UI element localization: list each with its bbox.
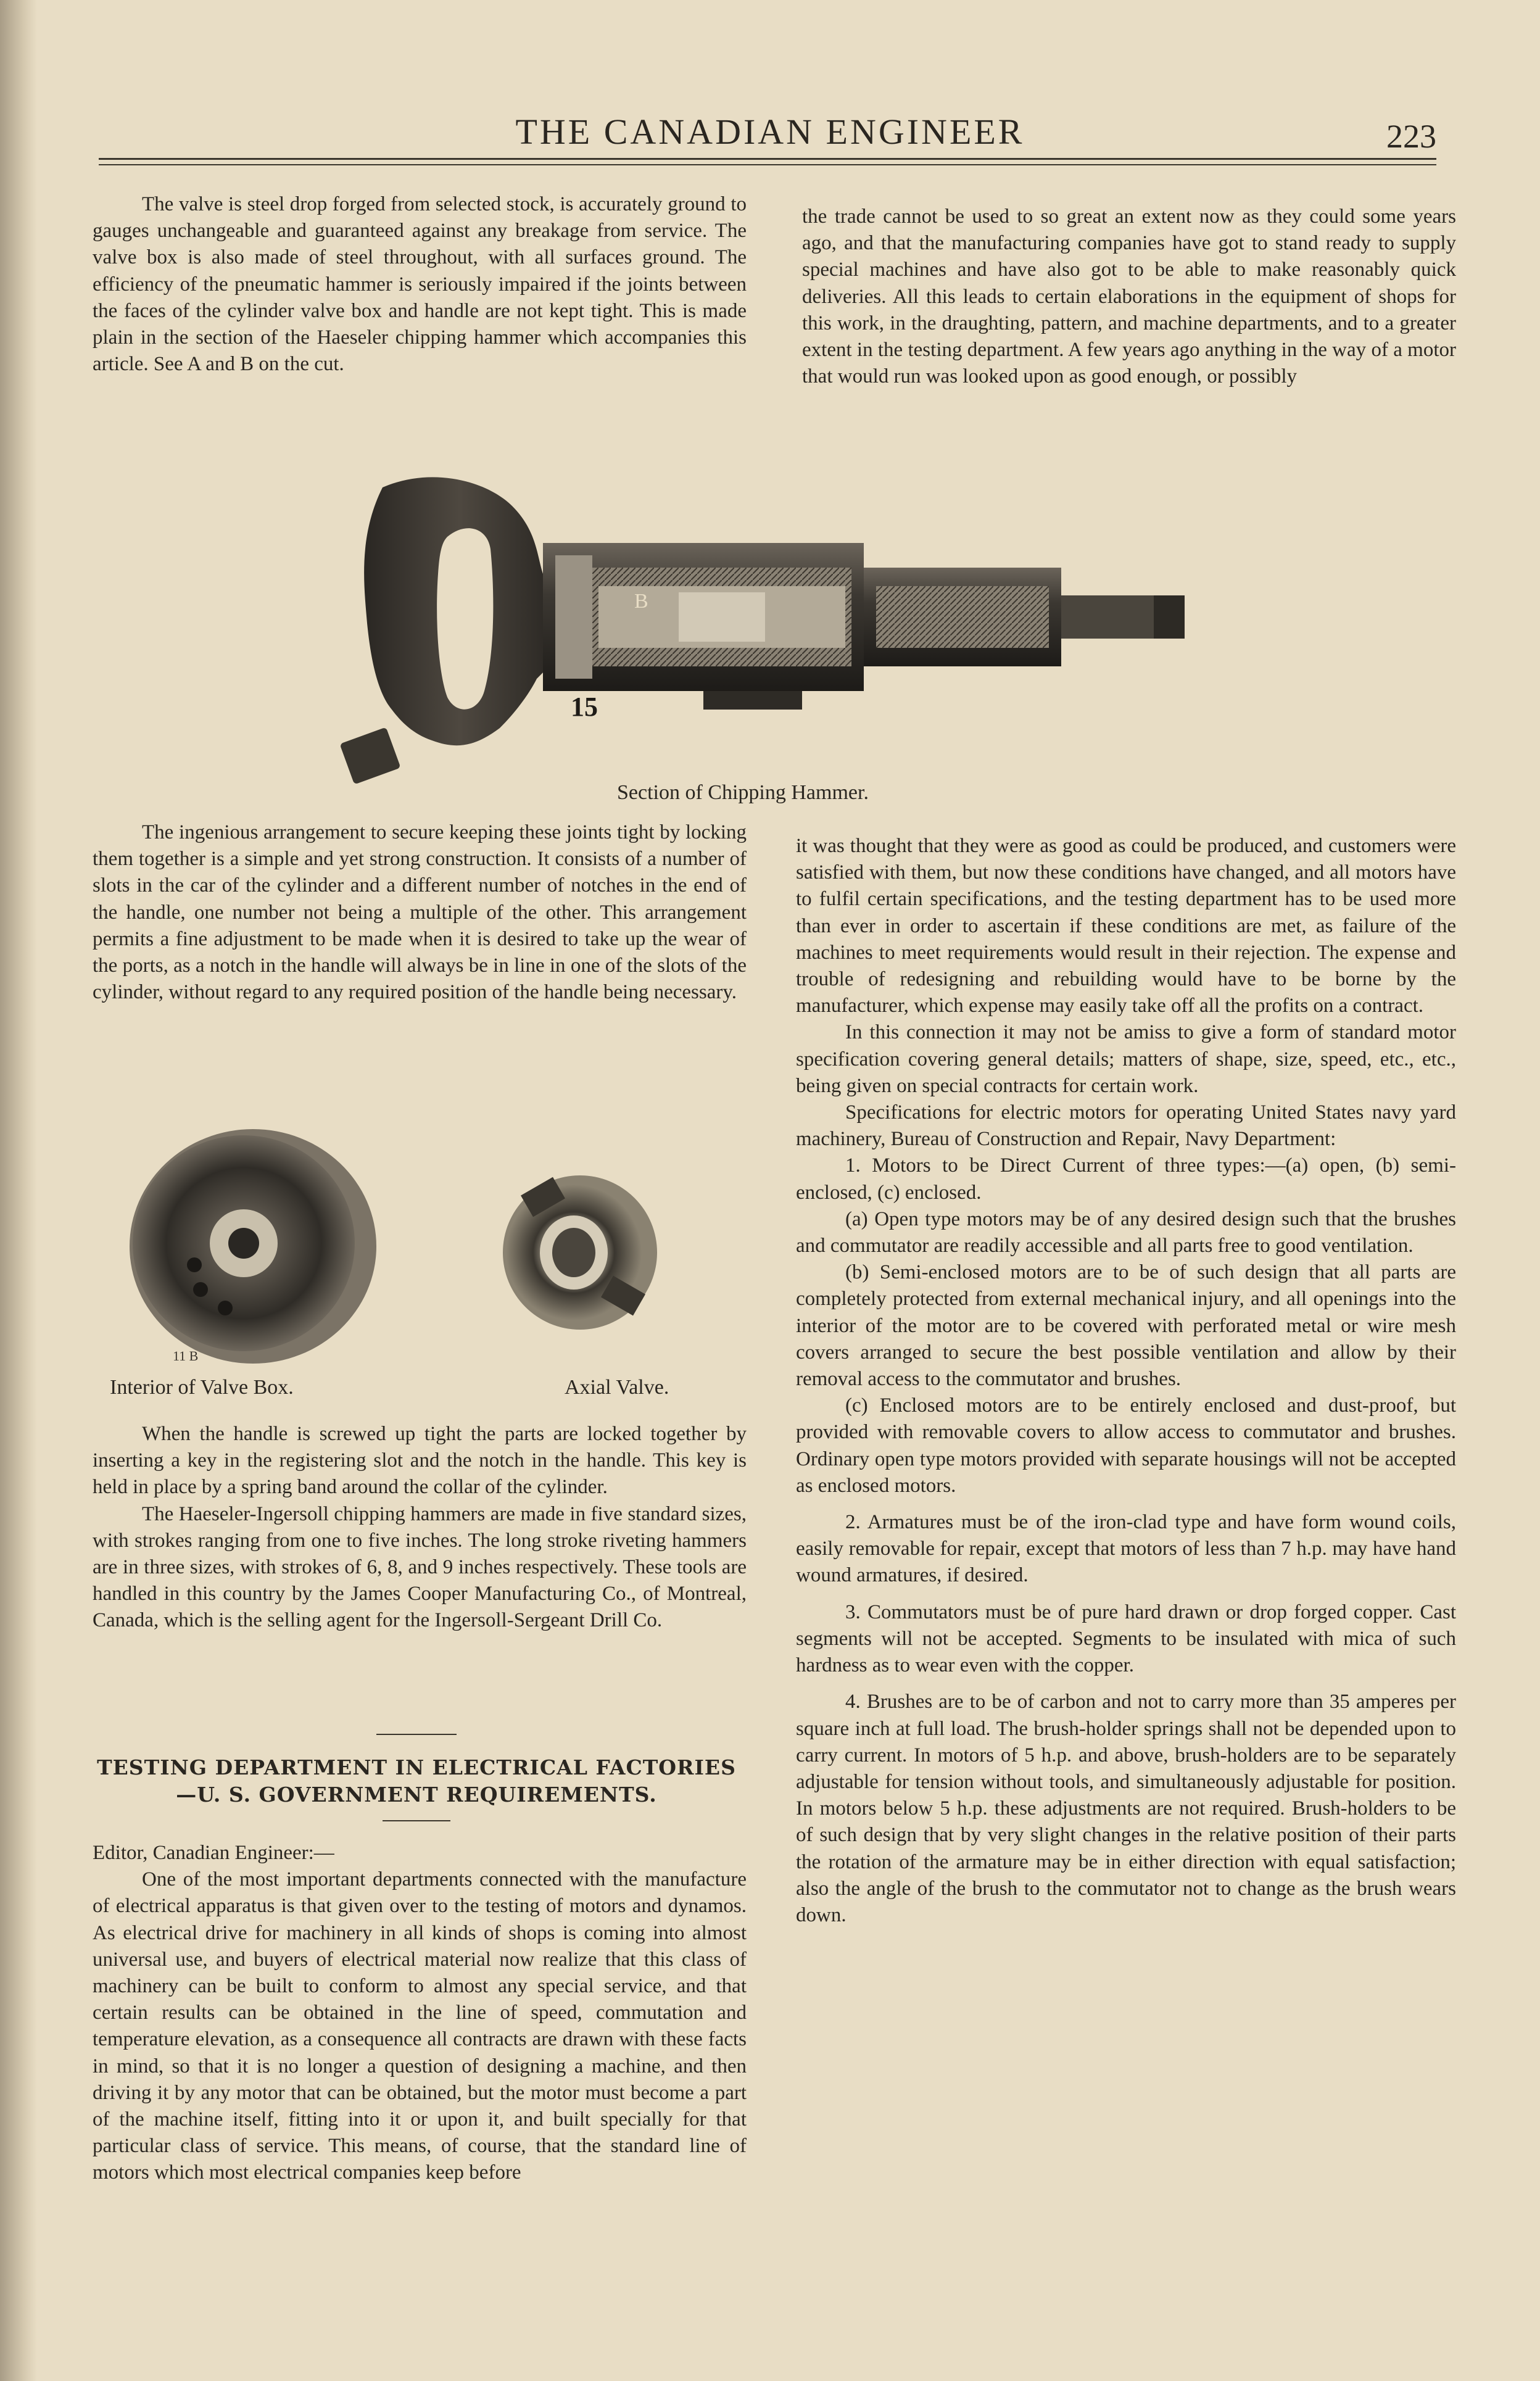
label-a: A (475, 608, 492, 634)
paragraph-valve: The valve is steel drop forged from selected stock, is accurately ground to gauges unchangeable and guaranteed against any breakage from service. The valve box is also made of steel throughout, with all surfaces ground. The efficiency of the pneumatic hammer is seriously impaired if the joints between the faces of the cylinder valve box and handle are not kept tight. This is made plain in the section of the Haeseler chipping hammer which accompanies this article. See A and B on the cut. (93, 193, 747, 376)
paragraph-joints: The ingenious arrangement to secure keeping these joints tight by locking them together is a simple and yet strong construction. It consists of a number of slots in the car of the cylinder and a different number of notches in the end of the handle, one number not being a multiple of the other. This arrangement permits a fine adjustment to be made when it is desired to take up the wear of the ports, as a notch in the handle will always be in line in one of the slots of the cylinder, without regard to any required position of the handle being necessary. (93, 821, 747, 1004)
chipping-hammer-figure (333, 469, 1209, 790)
article-heading-line1: TESTING DEPARTMENT IN ELECTRICAL FACTORIES (97, 1755, 736, 1779)
spec-item-1c: (c) Enclosed motors are to be entirely enclosed and dust-proof, but provided with removable covers to allow access to commutator and brushes. Ordinary open type motors provided with separate housings will not be accepted as enclosed motors. (796, 1394, 1456, 1497)
paragraph-haeseler-sizes: The Haeseler-Ingersoll chipping hammers are made in five standard sizes, with strokes ranging from one to five inches. The long stroke riveting hammers are in three sizes, with strokes of 6, 8, and 9 inches respectively. These tools are handled in this country by the James Cooper Manufacturing Co., of Montreal, Canada, which is the selling agent for the Ingersoll-Sergeant Drill Co. (93, 1502, 747, 1632)
valve-figures (93, 1123, 747, 1388)
header-rule-bottom (99, 164, 1436, 165)
hammer-illustration (333, 469, 1209, 790)
spec-item-1a: (a) Open type motors may be of any desired design such that the brushes and commutator are readily accessible and all parts free to good ventilation. (796, 1207, 1456, 1257)
paragraph-navy-specs: Specifications for electric motors for operating United States navy yard machinery, Bureau of Construction and Repair, Navy Department: (796, 1101, 1456, 1151)
figure-number: 15 (571, 692, 598, 722)
left-top-column (93, 191, 747, 378)
paragraph-testing-intro: One of the most important departments connected with the manufacture of electrical apparatus is that given over to the testing of motors and dynamos. As electrical drive for machinery in all kinds of shops is coming into almost universal use, and buyers of electrical material now realize that this class of machinery can be built to conform to almost any special service, and that certain results can be obtained in the line of speed, commutation and temperature elevation, as a consequence all contracts are drawn with these facts in mind, so that it is no longer a question of designing a machine, and then driving it by any motor that can be obtained, but the motor must become a part of the machine itself, fitting into it or upon it, and built specially for that particular class of service. This means, of course, that the standard line of motors which most electrical companies keep before (93, 1868, 747, 2184)
running-header-title: THE CANADIAN ENGINEER (515, 112, 1025, 152)
paragraph-handle-key: When the handle is screwed up tight the parts are locked together by inserting a key in the registering slot and the notch in the handle. This key is held in place by a spring band around the collar of the cylinder. (93, 1423, 747, 1499)
spec-item-1b: (b) Semi-enclosed motors are to be of such design that all parts are completely protected from external mechanical injury, and all openings into the interior of the motor are to be covered with perforated metal or wire mesh covers arranged to secure the best possible ventilation and allow by their removal access to the commutator and brushes. (796, 1261, 1456, 1391)
spec-item-4: 4. Brushes are to be of carbon and not to carry more than 35 amperes per square inch at full load. The brush-holder springs shall not be depended upon to carry current. In motors of 5 h.p. and above, brush-holders are to be separately adjustable for tension without tools, and simultaneously adjustable for position. In motors below 5 h.p. these adjustments are not required. Brush-holders to be of such design that by very slight changes in the relative position of their parts the rotation of the armature may be in either direction with equal satisfaction; also the angle of the brush to the commutator not to change as the brush wears down. (796, 1691, 1456, 1926)
axial-valve-caption: Axial Valve. (565, 1376, 669, 1399)
article-heading (93, 1754, 740, 1808)
spec-item-1: 1. Motors to be Direct Current of three types:—(a) open, (b) semi-enclosed, (c) enclosed. (796, 1154, 1456, 1204)
paragraph-standard-spec: In this connection it may not be amiss to give a form of standard motor specification covering general details; matters of shape, size, speed, etc., etc., being given on special contracts for certain work. (796, 1021, 1456, 1097)
paragraph-trade: the trade cannot be used to so great an extent now as they could some years ago, and that the manufacturing companies have got to stand ready to supply special machines and have also got to be able to make reasonably quick deliveries. All this leads to certain elaborations in the equipment of shops for this work, in the draughting, pattern, and machine departments, and to a greater extent in the testing department. A few years ago anything in the way of a motor that would run was looked upon as good enough, or possibly (802, 205, 1456, 388)
page-gutter-shadow (0, 0, 37, 2381)
hammer-caption: Section of Chipping Hammer. (617, 781, 869, 804)
salutation: Editor, Canadian Engineer:— (93, 1842, 334, 1864)
right-top-column (802, 204, 1456, 390)
right-lower-column (796, 833, 1456, 1929)
article-column-left (93, 1840, 747, 2187)
spec-item-2: 2. Armatures must be of the iron-clad type and have form wound coils, easily removable for repair, except that motors of less than 7 h.p. may have hand wound armatures, if desired. (796, 1511, 1456, 1587)
heading-rule (383, 1820, 450, 1821)
header-rule-top (99, 158, 1436, 160)
paragraph-customers: it was thought that they were as good as could be produced, and customers were satisfied with them, but now these conditions have changed, and all motors have to fulfil certain specifications, and the testing department has to be used more than ever in order to ascertain if these conditions are met, as failure of the machines to meet requirements would result in their rejection. The expense and trouble of redesigning and rebuilding would have to be borne by the manufacturer, which expense may easily take off all the profits on a contract. (796, 835, 1456, 1017)
valve-box-caption: Interior of Valve Box. (110, 1376, 294, 1399)
left-middle-column (93, 819, 747, 1006)
spec-item-3: 3. Commutators must be of pure hard drawn or drop forged copper. Cast segments will not be accepted. Segments to be insulated with mica of such hardness as to wear even with the copper. (796, 1600, 1456, 1677)
valve-illustrations (93, 1123, 747, 1388)
page-number: 223 (1386, 118, 1436, 155)
valve-box-small-label: 11 B (173, 1348, 199, 1364)
article-heading-line2: —U. S. GOVERNMENT REQUIREMENTS. (176, 1783, 657, 1807)
left-lower-column (93, 1421, 747, 1634)
label-b: B (634, 590, 648, 613)
section-rule (376, 1734, 457, 1735)
